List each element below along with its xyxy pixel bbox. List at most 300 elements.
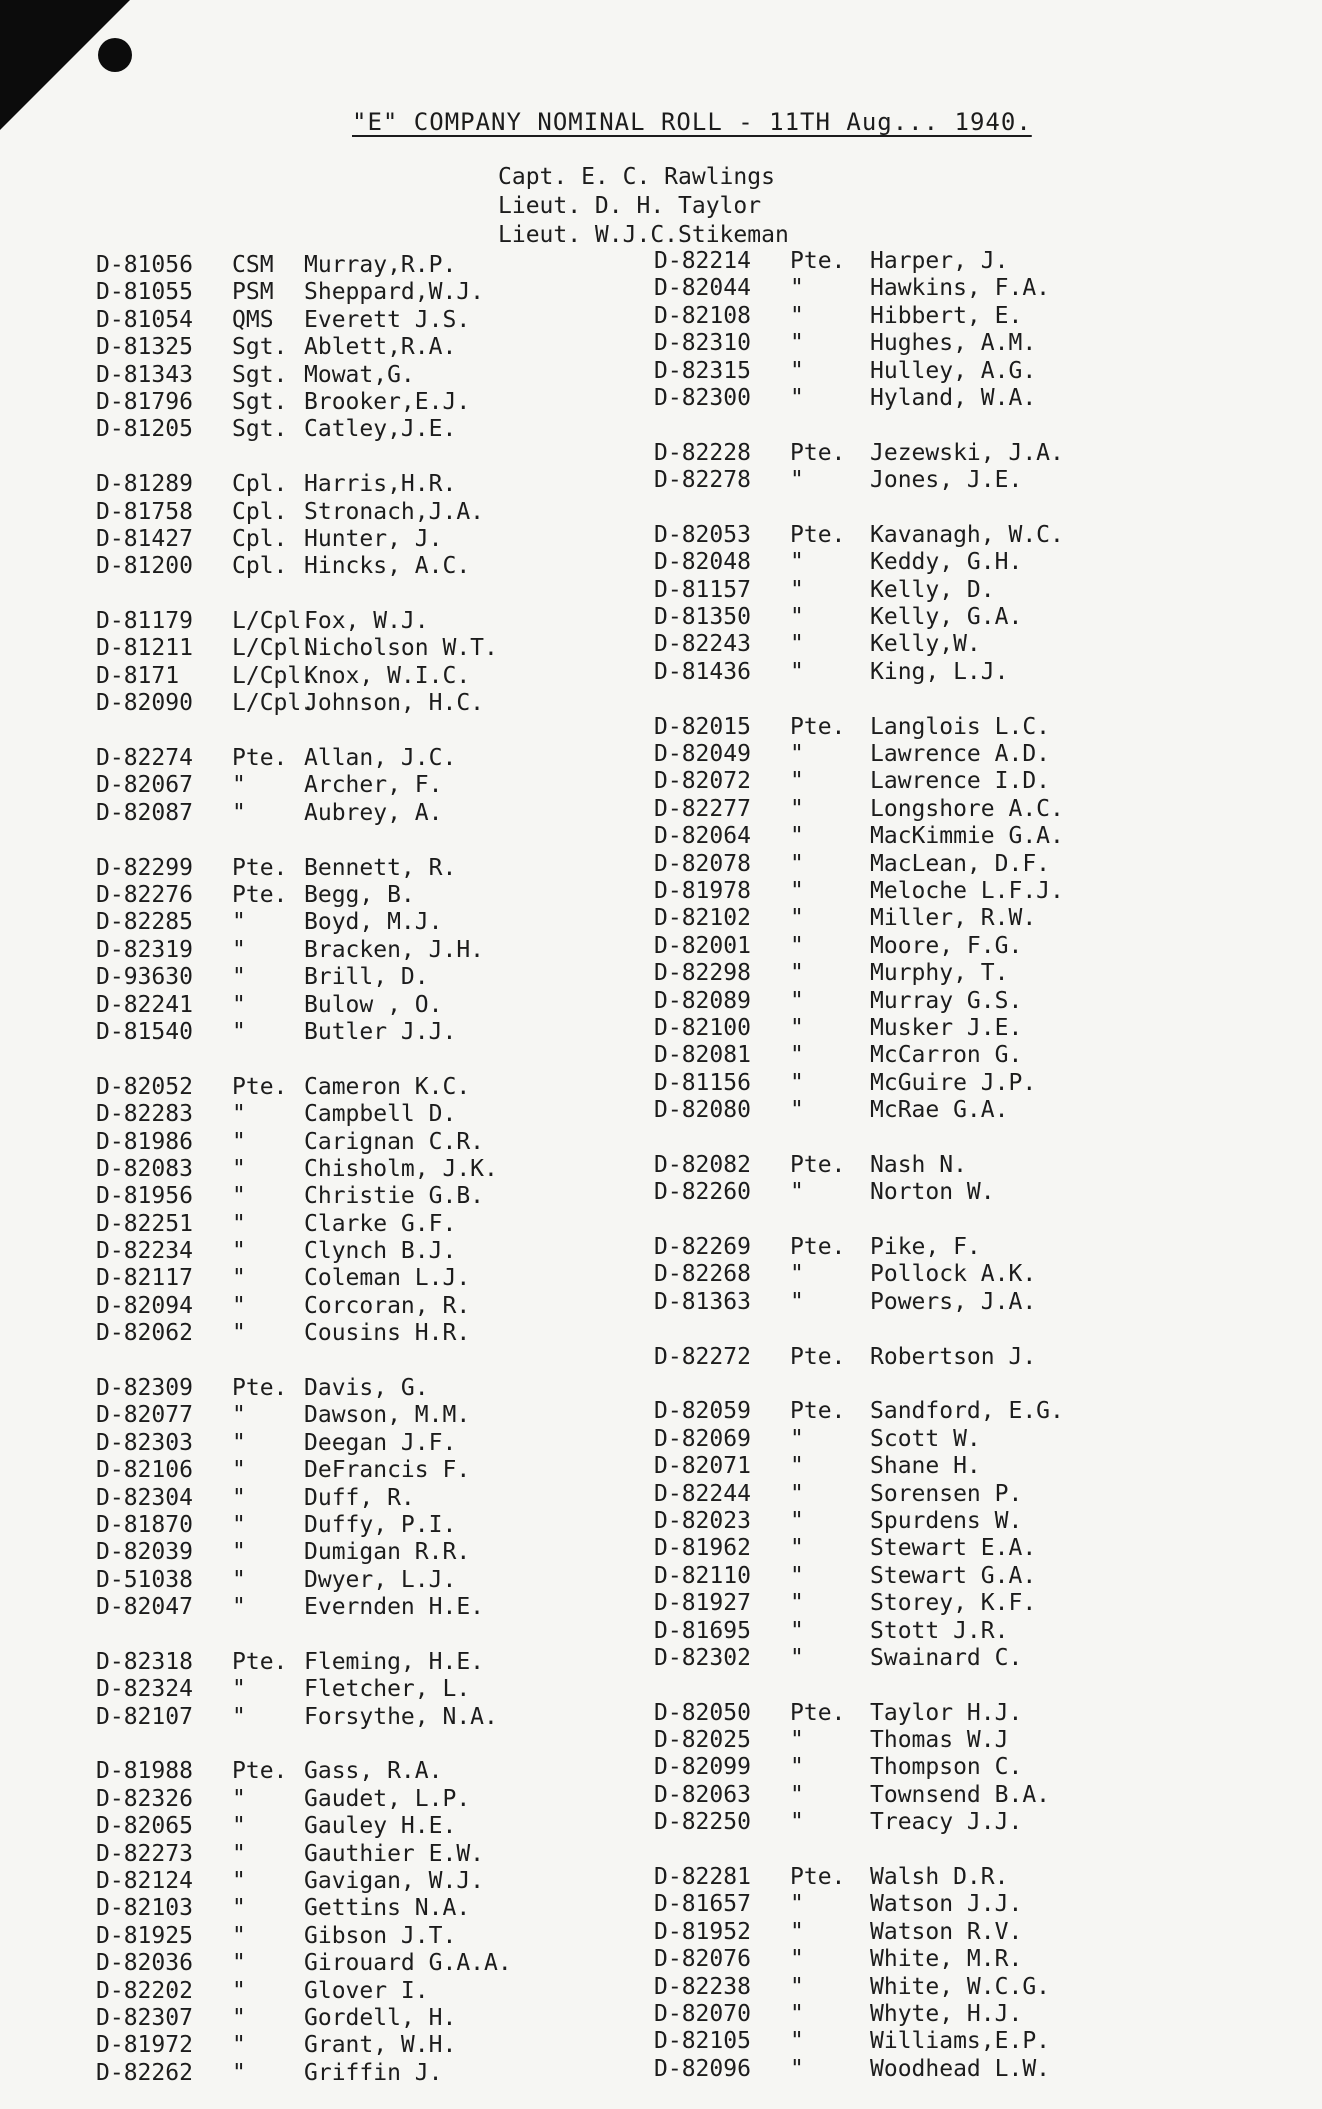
entry-name: McGuire J.P. [870, 1069, 1037, 1096]
roll-entry [96, 1485, 512, 1512]
entry-rank: " [232, 1511, 246, 1538]
entry-name: Stewart G.A. [870, 1562, 1037, 1589]
roll-entry [96, 1101, 512, 1128]
roll-entry [654, 1974, 1064, 2001]
entry-name: Gettins N.A. [304, 1895, 471, 1922]
roll-entry [96, 389, 512, 416]
entry-num: D-82083 [96, 1155, 193, 1182]
entry-name: Boyd, M.J. [304, 909, 443, 936]
entry-name: Everett J.S. [304, 306, 471, 333]
roll-entry [654, 1946, 1064, 1973]
roll-entry [654, 1179, 1064, 1206]
entry-name: Miller, R.W. [870, 905, 1037, 932]
entry-num: D-81056 [96, 252, 193, 278]
roll-entry [96, 1649, 512, 1676]
roll-entry [654, 604, 1064, 631]
entry-rank: " [790, 850, 804, 877]
entry-name: Taylor H.J. [870, 1699, 1023, 1726]
entry-num: D-82049 [654, 741, 751, 768]
entry-rank: Cpl. [232, 498, 288, 525]
roll-entry [654, 577, 1064, 604]
officer-line: Capt. E. C. Rawlings [498, 164, 775, 190]
entry-name: Sandford, E.G. [870, 1398, 1064, 1425]
entry-num: D-82260 [654, 1179, 751, 1206]
roll-entry [96, 1293, 512, 1320]
entry-num: D-81972 [96, 2032, 193, 2059]
entry-rank: " [232, 1895, 246, 1922]
entry-name: Murray,R.P. [304, 252, 457, 278]
entry-num: D-82273 [96, 1840, 193, 1867]
entry-rank: " [790, 905, 804, 932]
section-gap [96, 827, 512, 854]
entry-name: Meloche L.F.J. [870, 877, 1064, 904]
entry-rank: " [232, 1840, 246, 1867]
roll-entry [654, 549, 1064, 576]
entry-num: D-82080 [654, 1097, 751, 1124]
entry-rank: " [790, 1644, 804, 1671]
entry-rank: " [790, 549, 804, 576]
entry-rank: Pte. [790, 1699, 846, 1726]
entry-rank: Pte. [790, 1864, 846, 1891]
entry-rank: Sgt. [232, 416, 288, 443]
entry-num: D-82090 [96, 690, 193, 717]
entry-rank: " [790, 1617, 804, 1644]
entry-name: Spurdens W. [870, 1507, 1023, 1534]
entry-rank: " [790, 1781, 804, 1808]
entry-name: Fleming, H.E. [304, 1648, 485, 1675]
entry-rank: Pte. [790, 521, 846, 548]
entry-num: D-82285 [96, 909, 193, 936]
entry-num: D-82108 [654, 302, 751, 329]
entry-rank: " [790, 330, 804, 357]
entry-num: D-81962 [654, 1535, 751, 1562]
entry-name: Lawrence A.D. [870, 741, 1051, 768]
entry-rank: " [232, 1457, 246, 1484]
entry-rank: " [232, 1292, 246, 1319]
entry-num: D-82102 [654, 905, 751, 932]
officer-line: Lieut. W.J.C.Stikeman [498, 222, 789, 248]
entry-num: D-82241 [96, 991, 193, 1018]
roll-entry [654, 1481, 1064, 1508]
entry-name: Deegan J.F. [304, 1429, 457, 1456]
entry-rank: Pte. [790, 713, 846, 740]
entry-num: D-82243 [654, 631, 751, 658]
entry-name: Swainard C. [870, 1644, 1023, 1671]
entry-rank: L/Cpl. [232, 690, 316, 717]
entry-rank: " [790, 1535, 804, 1562]
entry-name: Hyland, W.A. [870, 384, 1037, 411]
section-gap [654, 495, 1064, 522]
entry-num: D-82096 [654, 2055, 751, 2082]
entry-name: Gass, R.A. [304, 1758, 443, 1785]
entry-num: D-82078 [654, 850, 751, 877]
entry-rank: " [790, 960, 804, 987]
entry-name: DeFrancis F. [304, 1457, 471, 1484]
roll-entry [96, 553, 512, 580]
entry-num: D-82052 [96, 1073, 193, 1100]
entry-rank: " [790, 1425, 804, 1452]
roll-entry [96, 334, 512, 361]
roll-entry [96, 1265, 512, 1292]
entry-name: Davis, G. [304, 1375, 429, 1402]
entry-name: Clynch B.J. [304, 1238, 457, 1265]
roll-entry [654, 714, 1064, 741]
entry-rank: " [790, 1754, 804, 1781]
entry-name: Gauley H.E. [304, 1813, 457, 1840]
roll-entry [654, 796, 1064, 823]
roll-entry [96, 1402, 512, 1429]
entry-num: D-81200 [96, 553, 193, 580]
entry-name: Bennett, R. [304, 854, 457, 881]
entry-rank: " [232, 1402, 246, 1429]
entry-rank: " [790, 1179, 804, 1206]
entry-rank: " [790, 384, 804, 411]
entry-name: Ablett,R.A. [304, 334, 457, 361]
entry-num: D-82107 [96, 1703, 193, 1730]
officer-line: Lieut. D. H. Taylor [498, 193, 762, 219]
entry-num: D-82300 [654, 384, 751, 411]
roll-entry [96, 1375, 512, 1402]
entry-name: Sorensen P. [870, 1480, 1023, 1507]
entry-rank: " [790, 1809, 804, 1836]
entry-name: Longshore A.C. [870, 795, 1064, 822]
entry-rank: Sgt. [232, 388, 288, 415]
entry-rank: PSM [232, 279, 274, 306]
section-gap [96, 444, 512, 471]
entry-rank: " [790, 2028, 804, 2055]
roll-entry [96, 1238, 512, 1265]
entry-rank: Pte. [232, 1073, 288, 1100]
roll-entry [654, 522, 1064, 549]
roll-entry [96, 772, 512, 799]
entry-rank: " [232, 1484, 246, 1511]
roll-entry [96, 279, 512, 306]
entry-rank: " [790, 467, 804, 494]
entry-num: D-81289 [96, 471, 193, 498]
entry-num: D-8171 [96, 662, 180, 689]
entry-rank: " [232, 1813, 246, 1840]
entry-num: D-81363 [654, 1288, 751, 1315]
entry-num: D-81986 [96, 1128, 193, 1155]
entry-name: Gavigan, W.J. [304, 1868, 485, 1895]
entry-name: Chisholm, J.K. [304, 1155, 498, 1182]
entry-num: D-82326 [96, 1785, 193, 1812]
roll-entry [96, 745, 512, 772]
entry-num: D-81054 [96, 306, 193, 333]
roll-entry [96, 1813, 512, 1840]
entry-rank: " [790, 1480, 804, 1507]
entry-num: D-82276 [96, 881, 193, 908]
section-gap [96, 1046, 512, 1073]
entry-num: D-81325 [96, 334, 193, 361]
roll-entry [96, 937, 512, 964]
entry-rank: " [232, 964, 246, 991]
entry-rank: " [790, 932, 804, 959]
roll-entry [654, 385, 1064, 412]
entry-name: White, M.R. [870, 1946, 1023, 1973]
entry-num: D-82319 [96, 936, 193, 963]
entry-name: Stott J.R. [870, 1617, 1009, 1644]
entry-rank: Pte. [232, 745, 288, 772]
entry-rank: " [232, 1183, 246, 1210]
entry-num: D-81157 [654, 576, 751, 603]
entry-num: D-51038 [96, 1566, 193, 1593]
entry-rank: Sgt. [232, 334, 288, 361]
roll-entry [654, 358, 1064, 385]
entry-num: D-81179 [96, 608, 193, 635]
entry-rank: " [790, 1042, 804, 1069]
entry-num: D-82070 [654, 2001, 751, 2027]
roll-entry [96, 1183, 512, 1210]
entry-name: Walsh D.R. [870, 1864, 1009, 1891]
entry-name: Forsythe, N.A. [304, 1703, 498, 1730]
entry-name: King, L.J. [870, 658, 1009, 685]
entry-num: D-82124 [96, 1868, 193, 1895]
entry-num: D-82082 [654, 1151, 751, 1178]
entry-num: D-82307 [96, 2005, 193, 2031]
entry-name: Thomas W.J [870, 1727, 1009, 1754]
roll-entry [96, 307, 512, 334]
entry-rank: " [232, 2005, 246, 2031]
section-gap [96, 718, 512, 745]
entry-name: White, W.C.G. [870, 1973, 1051, 2000]
roll-entry [96, 1074, 512, 1101]
entry-name: Kelly,W. [870, 631, 981, 658]
entry-name: Jones, J.E. [870, 467, 1023, 494]
entry-num: D-82081 [654, 1042, 751, 1069]
entry-num: D-82228 [654, 439, 751, 466]
entry-name: Storey, K.F. [870, 1590, 1037, 1617]
entry-rank: Cpl. [232, 553, 288, 580]
entry-num: D-82069 [654, 1425, 751, 1452]
roll-entry [96, 1676, 512, 1703]
entry-rank: " [790, 1891, 804, 1918]
entry-rank: " [790, 604, 804, 631]
entry-rank: Sgt. [232, 361, 288, 388]
entry-num: D-82268 [654, 1261, 751, 1288]
roll-entry [654, 2001, 1064, 2028]
entry-rank: " [790, 1507, 804, 1534]
entry-num: D-82044 [654, 275, 751, 302]
section-gap [654, 1371, 1064, 1398]
entry-num: D-81156 [654, 1069, 751, 1096]
entry-num: D-82039 [96, 1539, 193, 1566]
roll-entry [96, 1594, 512, 1621]
entry-num: D-82015 [654, 713, 751, 740]
entry-rank: " [790, 768, 804, 795]
entry-rank: Pte. [790, 1151, 846, 1178]
roll-entry [96, 964, 512, 991]
entry-rank: Pte. [790, 1343, 846, 1370]
entry-name: Dumigan R.R. [304, 1539, 471, 1566]
entry-rank: " [790, 1973, 804, 2000]
entry-name: Duff, R. [304, 1484, 415, 1511]
entry-rank: " [232, 1922, 246, 1949]
entry-rank: " [790, 795, 804, 822]
roll-entry [654, 1398, 1064, 1425]
roll-entry [654, 851, 1064, 878]
entry-num: D-81952 [654, 1918, 751, 1945]
entry-rank: " [232, 1785, 246, 1812]
entry-num: D-82299 [96, 854, 193, 881]
roll-entry [96, 2005, 512, 2032]
roll-entry [654, 1864, 1064, 1891]
roll-entry [96, 1841, 512, 1868]
roll-entry [654, 1344, 1064, 1371]
roll-entry [96, 1950, 512, 1977]
roll-entry [96, 1895, 512, 1922]
entry-rank: L/Cpl. [232, 608, 316, 635]
roll-entry [654, 1508, 1064, 1535]
entry-num: D-81870 [96, 1511, 193, 1538]
entry-num: D-82110 [654, 1562, 751, 1589]
entry-name: Pollock A.K. [870, 1261, 1037, 1288]
section-gap [654, 1316, 1064, 1343]
entry-name: Powers, J.A. [870, 1288, 1037, 1315]
entry-rank: " [790, 1562, 804, 1589]
entry-num: D-82234 [96, 1238, 193, 1265]
entry-num: D-82281 [654, 1864, 751, 1891]
roll-entry [654, 1152, 1064, 1179]
entry-rank: " [232, 991, 246, 1018]
roll-entry [654, 1289, 1064, 1316]
roll-entry [654, 1426, 1064, 1453]
entry-name: Watson J.J. [870, 1891, 1023, 1918]
page-title: "E" COMPANY NOMINAL ROLL - 11TH Aug... 1940. [352, 108, 1032, 136]
entry-name: Gaudet, L.P. [304, 1785, 471, 1812]
roll-entry [654, 1234, 1064, 1261]
entry-name: Duffy, P.I. [304, 1511, 457, 1538]
entry-num: D-82072 [654, 768, 751, 795]
entry-num: D-81350 [654, 604, 751, 631]
roll-entry [96, 1156, 512, 1183]
entry-num: D-82025 [654, 1727, 751, 1754]
entry-num: D-82023 [654, 1507, 751, 1534]
entry-name: Johnson, H.C. [304, 690, 485, 717]
entry-name: Bulow , O. [304, 991, 443, 1018]
entry-name: Aubrey, A. [304, 799, 443, 826]
entry-num: D-82309 [96, 1375, 193, 1402]
roll-entry [96, 1457, 512, 1484]
roll-entry [654, 330, 1064, 357]
roll-entry [96, 416, 512, 443]
entry-name: Bracken, J.H. [304, 936, 485, 963]
roll-entry [654, 1919, 1064, 1946]
entry-rank: " [232, 772, 246, 799]
section-gap [96, 581, 512, 608]
roll-entry [654, 1700, 1064, 1727]
section-gap [654, 1672, 1064, 1699]
entry-num: D-81758 [96, 498, 193, 525]
roll-entry [96, 800, 512, 827]
roll-entry [96, 992, 512, 1019]
entry-name: Norton W. [870, 1179, 995, 1206]
left-roll-column [96, 252, 512, 2087]
entry-num: D-82047 [96, 1594, 193, 1621]
entry-rank: " [790, 275, 804, 302]
entry-num: D-82103 [96, 1895, 193, 1922]
entry-name: Christie G.B. [304, 1183, 485, 1210]
section-gap [96, 1731, 512, 1758]
entry-name: Hibbert, E. [870, 302, 1023, 329]
entry-name: Moore, F.G. [870, 932, 1023, 959]
entry-num: D-82250 [654, 1809, 751, 1836]
entry-num: D-82274 [96, 745, 193, 772]
entry-rank: " [232, 799, 246, 826]
roll-entry [654, 1015, 1064, 1042]
roll-entry [654, 988, 1064, 1015]
entry-name: Woodhead L.W. [870, 2055, 1051, 2082]
entry-name: Fox, W.J. [304, 608, 429, 635]
entry-rank: " [790, 823, 804, 850]
section-gap [96, 1348, 512, 1375]
roll-entry [654, 1754, 1064, 1781]
entry-num: D-82214 [654, 248, 751, 274]
entry-num: D-82283 [96, 1101, 193, 1128]
entry-rank: Pte. [790, 248, 846, 274]
entry-name: Hulley, A.G. [870, 357, 1037, 384]
section-gap [654, 1207, 1064, 1234]
entry-name: Corcoran, R. [304, 1292, 471, 1319]
entry-rank: " [232, 909, 246, 936]
entry-name: Murray G.S. [870, 987, 1023, 1014]
entry-rank: " [790, 987, 804, 1014]
entry-rank: " [790, 1946, 804, 1973]
entry-num: D-82324 [96, 1676, 193, 1703]
entry-num: D-82105 [654, 2028, 751, 2055]
entry-num: D-82262 [96, 2059, 193, 2086]
roll-entry [96, 635, 512, 662]
roll-entry [654, 440, 1064, 467]
entry-num: D-81927 [654, 1590, 751, 1617]
roll-entry [654, 2056, 1064, 2083]
entry-rank: " [790, 741, 804, 768]
entry-name: McRae G.A. [870, 1097, 1009, 1124]
entry-num: D-82302 [654, 1644, 751, 1671]
entry-num: D-93630 [96, 964, 193, 991]
entry-num: D-82277 [654, 795, 751, 822]
entry-num: D-81436 [654, 658, 751, 685]
entry-name: Watson R.V. [870, 1918, 1023, 1945]
entry-num: D-81657 [654, 1891, 751, 1918]
entry-rank: " [790, 1453, 804, 1480]
entry-name: Nicholson W.T. [304, 635, 498, 662]
entry-rank: " [790, 1261, 804, 1288]
roll-entry [654, 933, 1064, 960]
entry-name: Gibson J.T. [304, 1922, 457, 1949]
roll-entry [96, 471, 512, 498]
entry-num: D-81055 [96, 279, 193, 306]
entry-name: Girouard G.A.A. [304, 1950, 512, 1977]
roll-entry [96, 1320, 512, 1347]
entry-num: D-82001 [654, 932, 751, 959]
entry-num: D-82106 [96, 1457, 193, 1484]
roll-entry [96, 2032, 512, 2059]
entry-name: Hawkins, F.A. [870, 275, 1051, 302]
entry-name: Clarke G.F. [304, 1210, 457, 1237]
entry-name: Townsend B.A. [870, 1781, 1051, 1808]
roll-entry [654, 631, 1064, 658]
entry-name: Knox, W.I.C. [304, 662, 471, 689]
entry-name: Pike, F. [870, 1234, 981, 1261]
roll-entry [654, 1645, 1064, 1672]
entry-num: D-82094 [96, 1292, 193, 1319]
entry-num: D-82251 [96, 1210, 193, 1237]
entry-name: Hincks, A.C. [304, 553, 471, 580]
roll-entry [654, 960, 1064, 987]
entry-rank: " [232, 2059, 246, 2086]
roll-entry [654, 1261, 1064, 1288]
